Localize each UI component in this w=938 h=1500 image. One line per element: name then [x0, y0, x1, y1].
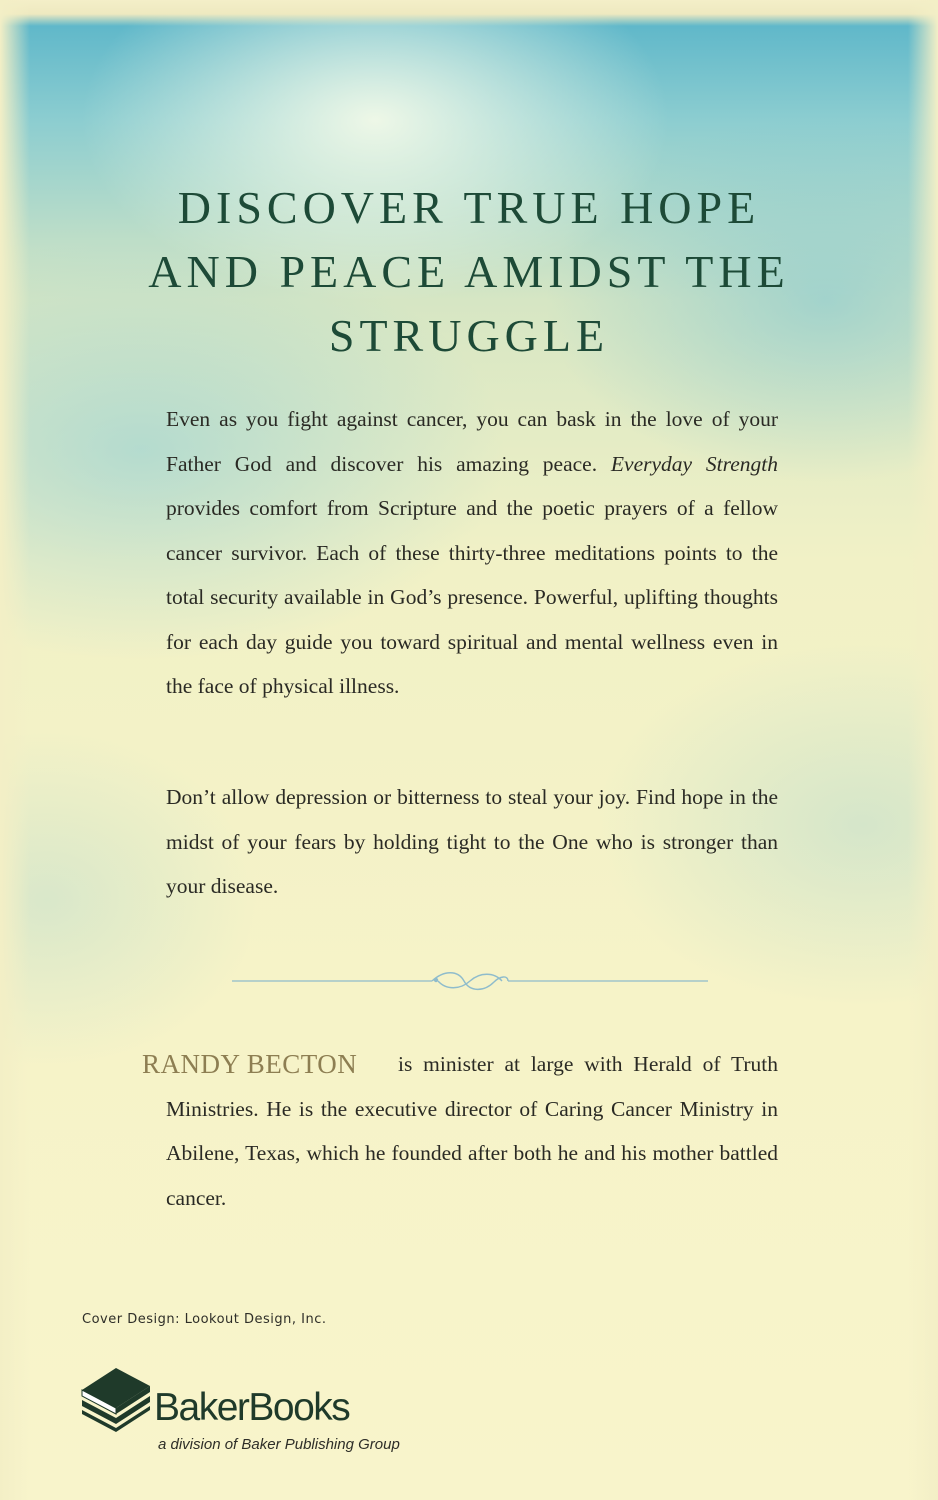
- description-paragraph-1: [166, 397, 778, 709]
- description-paragraph-2: Don’t allow depression or bitterness to steal your joy. Find hope in the midst of your fears by holding tight to the One who is stronger than your disease.: [166, 785, 778, 898]
- headline-line-1: DISCOVER TRUE HOPE: [177, 182, 761, 233]
- description-text-1b: provides comfort from Scripture and the poetic prayers of a fellow cancer survivor. Each of these thirty-three meditations points to the total security available in God’s presence. Powerful, uplifting thoughts for each day guide you toward spiritual and mental wellness even in the face of physical illness.: [166, 496, 778, 698]
- author-name: RANDY BECTON: [142, 1049, 358, 1079]
- author-bio: [166, 1042, 778, 1220]
- cover-design-credit: Cover Design: Lookout Design, Inc.: [82, 1312, 327, 1327]
- publisher-logo: [80, 1362, 410, 1462]
- torn-top-edge: [0, 0, 938, 26]
- stacked-books-icon: [80, 1362, 160, 1432]
- publisher-tagline: a division of Baker Publishing Group: [158, 1436, 400, 1453]
- book-title: Everyday Strength: [610, 451, 778, 476]
- author-bio-text: is minister at large with Herald of Truth Ministries. He is the executive director of Caring Cancer Ministry in Abilene, Texas, which he founded after both he and his mother battled cancer.: [166, 1052, 778, 1210]
- headline: [0, 176, 938, 368]
- publisher-name: BakerBooks: [154, 1386, 350, 1429]
- description-text-1a: Even as you fight against cancer, you can bask in the love of your Father God and discover his amazing peace.: [166, 407, 778, 476]
- headline-line-2: AND PEACE AMIDST THE: [148, 246, 790, 297]
- flourish-divider-icon: [232, 966, 708, 996]
- headline-line-3: STRUGGLE: [328, 310, 610, 361]
